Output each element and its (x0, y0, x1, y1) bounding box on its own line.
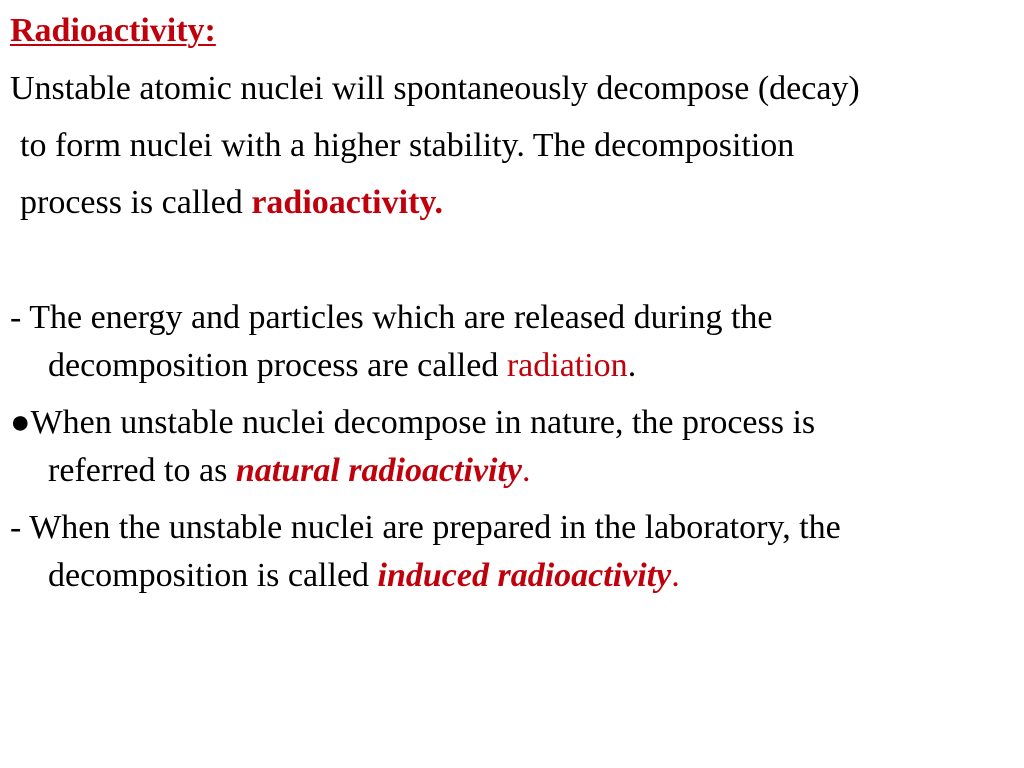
point-2-line-1 (10, 406, 815, 440)
point-1-line-2-text: decomposition process are called (48, 347, 507, 384)
slide-heading: Radioactivity: (10, 12, 216, 49)
point-3-line-2-text: decomposition is called (48, 557, 378, 594)
point-2-text: When unstable nuclei decompose in nature, the process is (30, 404, 816, 441)
point-3-text: When the unstable nuclei are prepared in the laboratory, the (21, 509, 841, 546)
natural-radioactivity-term: natural radioactivity (235, 452, 523, 489)
point-1-text: The energy and particles which are released during the (21, 299, 773, 336)
radioactivity-term: radioactivity. (251, 184, 444, 221)
dash-marker: - (10, 509, 22, 546)
bullet-marker: ● (10, 404, 31, 441)
intro-line-3 (20, 186, 443, 220)
point-1-period: . (627, 347, 637, 384)
point-2-line-2-text: referred to as (48, 452, 236, 489)
dash-marker: - (10, 299, 22, 336)
intro-line-2: to form nuclei with a higher stability. The decomposition (20, 127, 795, 164)
point-3-period: . (671, 557, 680, 594)
point-3-line-1 (10, 511, 841, 545)
intro-line-1: Unstable atomic nuclei will spontaneously decompose (decay) (10, 70, 860, 107)
point-2-period: . (522, 452, 531, 489)
induced-radioactivity-term: induced radioactivity (377, 557, 672, 594)
point-1-line-1 (10, 301, 772, 335)
point-3-line-2 (48, 559, 680, 593)
radiation-term: radiation (506, 347, 628, 384)
point-2-line-2 (48, 454, 531, 488)
intro-line-3-text: process is called (20, 184, 252, 221)
point-1-line-2 (48, 349, 636, 383)
